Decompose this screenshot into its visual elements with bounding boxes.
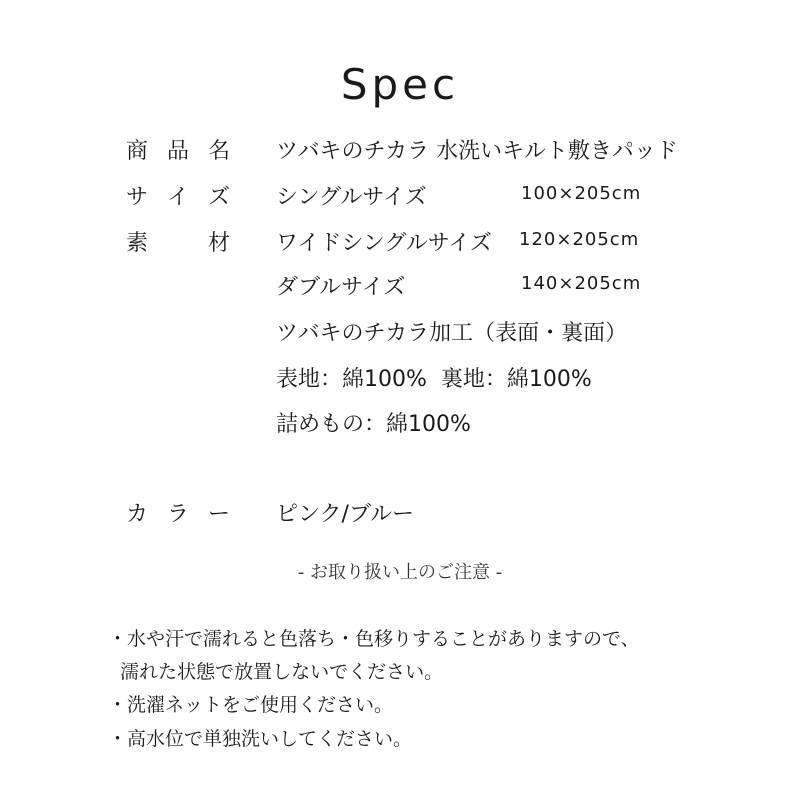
size-wide-single: ワイドシングルサイズ	[276, 231, 492, 256]
product-name-value: ツバキのチカラ 水洗いキルト敷きパッド	[276, 139, 678, 164]
size-double: ダブルサイズ	[276, 275, 406, 300]
label-material	[126, 226, 230, 257]
label-char: 素	[126, 231, 149, 256]
notice-line: ・水や汗で濡れると色落ち・色移りすることがありますので、	[108, 628, 640, 650]
label-char: ラ	[166, 502, 189, 527]
label-size	[126, 180, 230, 211]
label-char: ズ	[207, 185, 230, 210]
notice-line: ・洗濯ネットをご使用ください。	[108, 694, 394, 716]
material-fabric: 表地：綿100% 裏地：綿100%	[276, 367, 592, 392]
label-char: イ	[166, 185, 189, 210]
label-char: サ	[126, 185, 149, 210]
label-char: 名	[207, 139, 230, 164]
size-double-dimension: 140×205cm	[521, 273, 642, 294]
label-char: カ	[126, 502, 149, 527]
label-char: 品	[166, 139, 189, 164]
notice-heading: - お取り扱い上のご注意 -	[297, 562, 503, 583]
notice-line: ・高水位で単独洗いしてください。	[108, 728, 413, 750]
label-char: ー	[207, 502, 230, 527]
size-single: シングルサイズ	[276, 185, 427, 210]
label-color	[126, 497, 230, 528]
color-value: ピンク/ブルー	[276, 502, 415, 527]
label-product-name	[126, 134, 230, 165]
material-process: ツバキのチカラ加工（表面・裏面）	[276, 321, 628, 346]
size-wide-single-dimension: 120×205cm	[519, 229, 640, 250]
material-filling: 詰めもの：綿100%	[276, 412, 471, 437]
page-title: Spec	[340, 60, 460, 109]
notice-line: 濡れた状態で放置しないでください。	[108, 661, 444, 683]
size-single-dimension: 100×205cm	[521, 183, 642, 204]
label-char: 材	[207, 231, 230, 256]
label-char: 商	[126, 139, 149, 164]
